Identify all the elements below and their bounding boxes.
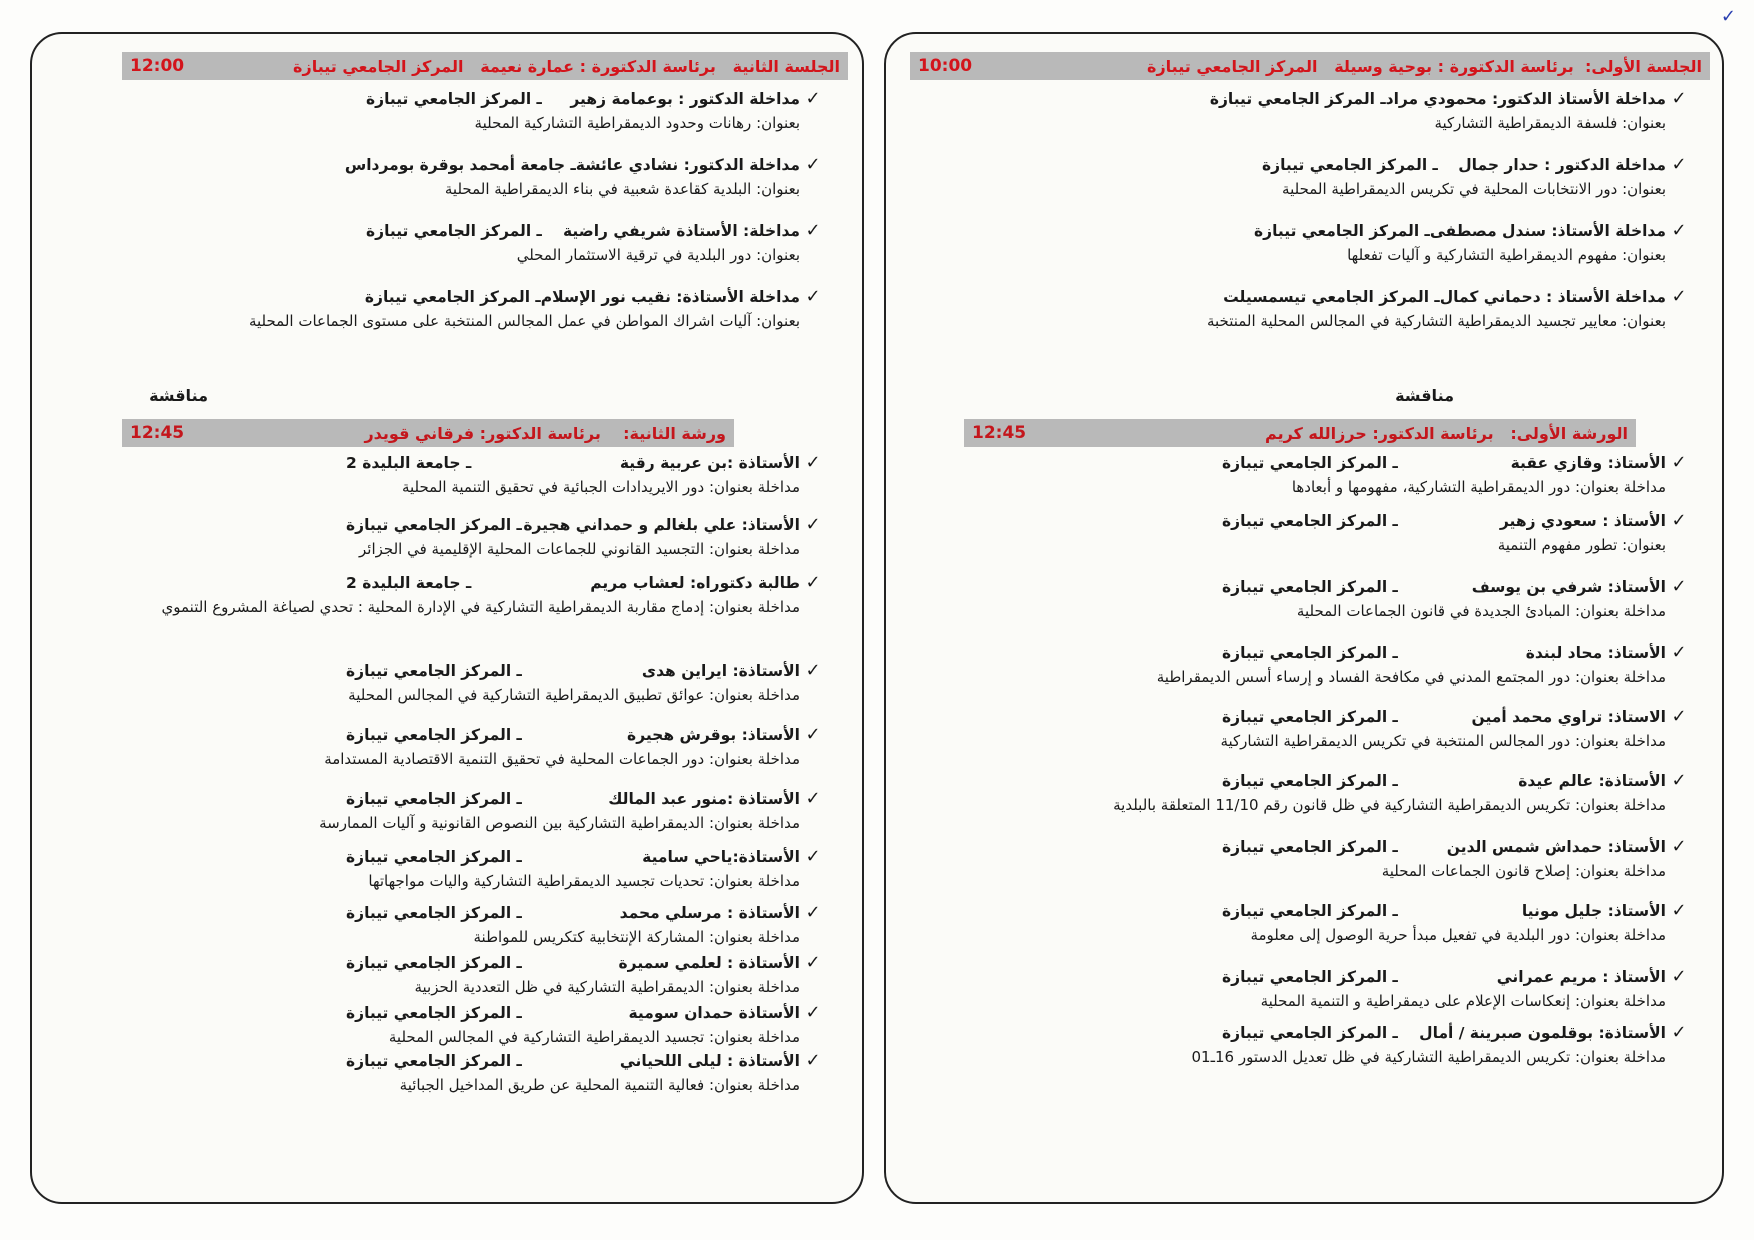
presentation-title: مداخلة بعنوان: الديمقراطية التشاركية في ظل التعددية الحزبية [414, 978, 800, 996]
presentation-title: مداخلة بعنوان: تجسيد الديمقراطية التشاركية في المجالس المحلية [388, 1028, 800, 1046]
presenter-affiliation: ـ المركز الجامعي تيسمسيلت [1223, 288, 1440, 306]
checkmark-icon: ✓ [1671, 900, 1687, 921]
presenter-line [1012, 576, 1692, 600]
presenter-line [1052, 154, 1692, 178]
session-header-bar [910, 52, 1710, 80]
checkmark-icon: ✓ [805, 1002, 821, 1023]
presentation-entry [106, 846, 826, 902]
presentation-title: مداخلة بعنوان: دور الايريدادات الجبائية في تحقيق التنمية المحلية [401, 478, 800, 496]
checkmark-icon: ✓ [805, 154, 821, 175]
presenter-name: الأستاذة :منور عبد المالك [608, 790, 800, 808]
checkmark-icon: ✓ [805, 788, 821, 809]
presentation-title: بعنوان: آليات اشراك المواطن في عمل المجالس المنتخبة على مستوى الجماعات المحلية [248, 312, 800, 330]
presenter-name: طالبة دكتوراه: لعشاب مريم [590, 574, 800, 592]
presentation-title: مداخلة بعنوان: المبادئ الجديدة في قانون الجماعات المحلية [1296, 602, 1666, 620]
checkmark-icon: ✓ [805, 220, 821, 241]
presenter-name: الأستاذة :بن عربية رقية [619, 454, 800, 472]
presenter-affiliation: ـ جامعة البليدة 2 [346, 454, 472, 472]
checkmark-icon: ✓ [1671, 154, 1687, 175]
workshop-time: 12:45 [972, 423, 1027, 443]
presenter-name: الأستاذ: محاد لبندة [1525, 644, 1666, 662]
presenter-affiliation: ـ المركز الجامعي تيبازة [346, 662, 522, 680]
presenter-affiliation: ـ المركز الجامعي تيبازة [1222, 454, 1398, 472]
session-header-title: الجلسة الأولى: برئاسة الدكتورة : بوحية وسيلة المركز الجامعي تيبازة [1147, 56, 1702, 76]
presenter-affiliation: ـ المركز الجامعي تيبازة [366, 90, 542, 108]
presenter-line [1012, 706, 1692, 730]
presentation-entry [1012, 836, 1692, 900]
presenter-affiliation: ـ المركز الجامعي تيبازة [346, 848, 522, 866]
presenter-line [106, 846, 826, 870]
presentation-title: مداخلة بعنوان: دور المجتمع المدني في مكافحة الفساد و إرساء أسس الديمقراطية [1156, 668, 1666, 686]
session-time: 10:00 [918, 56, 973, 76]
workshop-header-title: الورشة الأولى: برئاسة الدكتور: حرزالله كريم [1265, 423, 1628, 443]
presenter-affiliation: ـ المركز الجامعي تيبازة [1222, 838, 1398, 856]
presentation-title: بعنوان: فلسفة الديمقراطية التشاركية [1434, 114, 1666, 132]
presenter-line [126, 154, 826, 178]
presenter-affiliation: ـ المركز الجامعي تيبازة [346, 1004, 522, 1022]
presenter-name: مداخلة: الأستاذة شريفي راضية [563, 222, 800, 240]
session-header-bar [122, 52, 848, 80]
corner-check-mark: ✓ [1720, 6, 1736, 27]
presenter-name: الأستاذ : سعودي زهير [1499, 512, 1666, 530]
presenter-line [1012, 900, 1692, 924]
presenter-name: مداخلة الأستاذة: نقيب نور الإسلام [540, 288, 800, 306]
checkmark-icon: ✓ [805, 902, 821, 923]
left-program-panel [30, 32, 864, 1204]
presentation-entry [126, 220, 826, 286]
presenter-name: الأستاذة : مرسلي محمد [619, 904, 800, 922]
presentation-entry [106, 1050, 826, 1106]
presenter-line [106, 572, 826, 596]
presentation-title: بعنوان: مفهوم الديمقراطية التشاركية و آليات تفعلها [1347, 246, 1666, 264]
presenter-affiliation: ـ المركز الجامعي تيبازة [1262, 156, 1438, 174]
workshop-header-bar [122, 419, 734, 447]
presentation-entry [106, 788, 826, 846]
presentation-title: مداخلة بعنوان: دور الجماعات المحلية في تحقيق التنمية الاقتصادية المستدامة [324, 750, 800, 768]
presentation-entry [1052, 88, 1692, 154]
presentation-entry [126, 88, 826, 154]
checkmark-icon: ✓ [805, 572, 821, 593]
presentation-entry [1012, 642, 1692, 706]
presenter-line [1012, 452, 1692, 476]
presentation-entry [1052, 286, 1692, 352]
presentation-title: بعنوان: تطور مفهوم التنمية [1497, 536, 1666, 554]
checkmark-icon: ✓ [805, 514, 821, 535]
workshop-presentations [1012, 452, 1692, 1082]
presentation-entry [126, 154, 826, 220]
presenter-affiliation: ـ المركز الجامعي تيبازة [1222, 772, 1398, 790]
workshop-header-bar [964, 419, 1636, 447]
presenter-affiliation: ـ جامعة أمحمد بوقرة بومرداس [344, 156, 576, 174]
presenter-line [106, 952, 826, 976]
presenter-affiliation: ـ المركز الجامعي تيبازة [1222, 1024, 1398, 1042]
checkmark-icon: ✓ [805, 1050, 821, 1071]
presenter-name: مداخلة الأستاذ : دحماني كمال [1439, 288, 1666, 306]
session-time: 12:00 [130, 56, 185, 76]
presenter-name: الأستاذ: حمداش شمس الدين [1446, 838, 1666, 856]
presenter-line [106, 724, 826, 748]
presenter-name: الأستاذة: بوقلمون صبرينة / أمال [1419, 1024, 1666, 1042]
presentation-entry [106, 452, 826, 514]
presentation-entry [1012, 900, 1692, 966]
checkmark-icon: ✓ [1671, 576, 1687, 597]
presenter-line [1012, 836, 1692, 860]
presenter-name: مداخلة الدكتور : حدار جمال [1458, 156, 1666, 174]
presentation-entry [1012, 966, 1692, 1022]
checkmark-icon: ✓ [1671, 88, 1687, 109]
presenter-line [106, 514, 826, 538]
presenter-affiliation: ـ المركز الجامعي تيبازة [1222, 512, 1398, 530]
presentation-entry [1052, 220, 1692, 286]
presentation-title: مداخلة بعنوان: إدماج مقاربة الديمقراطية التشاركية في الإدارة المحلية : تحدي لصياغة المشروع التنموي [161, 598, 800, 616]
presenter-name: الأستاذ: شرفي بن يوسف [1471, 578, 1666, 596]
checkmark-icon: ✓ [805, 286, 821, 307]
presenter-name: مداخلة الأستاذ الدكتور: محمودي مراد [1385, 90, 1666, 108]
presenter-affiliation: ـ المركز الجامعي تيبازة [1254, 222, 1430, 240]
checkmark-icon: ✓ [805, 452, 821, 473]
presentation-entry [1052, 154, 1692, 220]
presentation-title: بعنوان: رهانات وحدود الديمقراطية التشاركية المحلية [474, 114, 800, 132]
presentation-title: مداخلة بعنوان: دور الديمقراطية التشاركية، مفهومها و أبعادها [1291, 478, 1666, 496]
checkmark-icon: ✓ [1671, 452, 1687, 473]
session-presentations [126, 88, 826, 352]
presenter-affiliation: ـ المركز الجامعي تيبازة [366, 222, 542, 240]
presenter-affiliation: ـ المركز الجامعي تيبازة [1222, 578, 1398, 596]
presenter-line [106, 1002, 826, 1026]
checkmark-icon: ✓ [1671, 770, 1687, 791]
presenter-affiliation: ـ المركز الجامعي تيبازة [346, 516, 522, 534]
presentation-title: مداخلة بعنوان: إصلاح قانون الجماعات المحلية [1381, 862, 1666, 880]
presenter-affiliation: ـ المركز الجامعي تيبازة [1222, 708, 1398, 726]
presenter-line [106, 1050, 826, 1074]
presentation-title: مداخلة بعنوان: عوائق تطبيق الديمقراطية التشاركية في المجالس المحلية [348, 686, 800, 704]
presenter-affiliation: ـ المركز الجامعي تيبازة [346, 904, 522, 922]
presenter-name: الأستاذ: جليل مونيا [1521, 902, 1666, 920]
presentation-title: بعنوان: دور الانتخابات المحلية في تكريس الديمقراطية المحلية [1282, 180, 1666, 198]
presenter-name: الأستاذة : ليلى اللحياني [619, 1052, 800, 1070]
presentation-title: مداخلة بعنوان: إنعكاسات الإعلام على ديمقراطية و التنمية المحلية [1260, 992, 1666, 1010]
presenter-affiliation: ـ المركز الجامعي تيبازة [1222, 644, 1398, 662]
presentation-title: مداخلة بعنوان: دور البلدية في تفعيل مبدأ حرية الوصول إلى معلومة [1250, 926, 1666, 944]
presentation-entry [106, 952, 826, 1002]
presenter-name: مداخلة الدكتور: نشادي عائشة [575, 156, 800, 174]
presenter-name: الأستاذة:ياحي سامية [642, 848, 800, 866]
workshop-time: 12:45 [130, 423, 185, 443]
discussion-label: مناقشة [149, 386, 208, 405]
checkmark-icon: ✓ [1671, 642, 1687, 663]
presenter-affiliation: ـ المركز الجامعي تيبازة [346, 1052, 522, 1070]
presenter-name: الاستاذ: تراوي محمد أمين [1471, 708, 1666, 726]
presenter-line [1012, 642, 1692, 666]
workshop-header-title: ورشة الثانية: برئاسة الدكتور: فرقاني قويدر [364, 423, 726, 443]
session-presentations [1052, 88, 1692, 352]
session-header-title: الجلسة الثانية برئاسة الدكتورة : عمارة نعيمة المركز الجامعي تيبازة [293, 56, 840, 76]
presenter-line [126, 220, 826, 244]
presenter-affiliation: ـ جامعة البليدة 2 [346, 574, 472, 592]
presenter-name: الأستاذة حمدان سومية [628, 1004, 800, 1022]
presenter-line [106, 660, 826, 684]
presenter-name: الأستاذ: بوقرش هجيرة [627, 726, 800, 744]
presentation-entry [106, 724, 826, 788]
checkmark-icon: ✓ [805, 724, 821, 745]
presenter-line [106, 788, 826, 812]
presentation-entry [106, 1002, 826, 1050]
presenter-affiliation: ـ المركز الجامعي تيبازة [1209, 90, 1386, 108]
presenter-name: الأستاذة: ايراين هدى [641, 662, 800, 680]
presenter-affiliation: ـ المركز الجامعي تيبازة [364, 288, 541, 306]
presentation-entry [1012, 576, 1692, 642]
presenter-line [1052, 88, 1692, 112]
presenter-name: الأستاذ : مريم عمراني [1496, 968, 1666, 986]
presentation-entry [1012, 706, 1692, 770]
presentation-title: مداخلة بعنوان: الديمقراطية التشاركية بين النصوص القانونية و آليات الممارسة [319, 814, 800, 832]
presentation-title: بعنوان: البلدية كقاعدة شعبية في بناء الديمقراطية المحلية [444, 180, 800, 198]
checkmark-icon: ✓ [1671, 510, 1687, 531]
presenter-name: الأستاذ: وقازي عقبة [1510, 454, 1666, 472]
presentation-title: بعنوان: دور البلدية في ترقية الاستثمار المحلي [516, 246, 800, 264]
presenter-line [126, 88, 826, 112]
checkmark-icon: ✓ [805, 88, 821, 109]
presentation-entry [1012, 1022, 1692, 1082]
presentation-entry [126, 286, 826, 352]
presenter-name: مداخلة الدكتور : بوعمامة زهير [570, 90, 800, 108]
presenter-name: مداخلة الأستاذ: سندل مصطفى [1429, 222, 1666, 240]
presentation-entry [1012, 510, 1692, 576]
presenter-affiliation: ـ المركز الجامعي تيبازة [1222, 968, 1398, 986]
checkmark-icon: ✓ [805, 846, 821, 867]
presenter-line [1052, 286, 1692, 310]
presentation-entry [1012, 452, 1692, 510]
checkmark-icon: ✓ [1671, 706, 1687, 727]
presenter-line [1012, 966, 1692, 990]
presenter-line [1012, 1022, 1692, 1046]
right-program-panel [884, 32, 1724, 1204]
presenter-affiliation: ـ المركز الجامعي تيبازة [346, 790, 522, 808]
checkmark-icon: ✓ [1671, 836, 1687, 857]
presentation-title: مداخلة بعنوان: فعالية التنمية المحلية عن طريق المداخيل الجبائية [399, 1076, 800, 1094]
presentation-entry [106, 902, 826, 952]
checkmark-icon: ✓ [805, 952, 821, 973]
presenter-name: الأستاذ: علي بلغالم و حمداني هجيرة [523, 516, 800, 534]
presentation-entry [106, 572, 826, 660]
presenter-name: الأستاذة : لعلمي سميرة [618, 954, 800, 972]
workshop-presentations [106, 452, 826, 1106]
presentation-entry [106, 514, 826, 572]
presenter-name: الأستاذة: عالم عيدة [1518, 772, 1666, 790]
presentation-entry [1012, 770, 1692, 836]
presenter-affiliation: ـ المركز الجامعي تيبازة [346, 954, 522, 972]
presenter-line [1052, 220, 1692, 244]
presentation-title: مداخلة بعنوان: التجسيد القانوني للجماعات المحلية الإقليمية في الجزائر [359, 540, 800, 558]
presenter-affiliation: ـ المركز الجامعي تيبازة [1222, 902, 1398, 920]
presenter-line [106, 902, 826, 926]
presentation-title: مداخلة بعنوان: تحديات تجسيد الديمقراطية التشاركية واليات مواجهاتها [368, 872, 800, 890]
presentation-title: مداخلة بعنوان: تكريس الديمقراطية التشاركية في ظل قانون رقم 11/10 المتعلقة بالبلدية [1113, 796, 1666, 814]
presenter-line [1012, 510, 1692, 534]
presentation-title: مداخلة بعنوان: المشاركة الإنتخابية كتكريس للمواطنة [473, 928, 800, 946]
presenter-line [1012, 770, 1692, 794]
presentation-title: بعنوان: معايير تجسيد الديمقراطية التشاركية في المجالس المحلية المنتخبة [1206, 312, 1666, 330]
presenter-line [126, 286, 826, 310]
presentation-title: مداخلة بعنوان: تكريس الديمقراطية التشاركية في ظل تعديل الدستور 16ـ01 [1191, 1048, 1666, 1066]
checkmark-icon: ✓ [1671, 220, 1687, 241]
checkmark-icon: ✓ [1671, 1022, 1687, 1043]
checkmark-icon: ✓ [1671, 966, 1687, 987]
presenter-affiliation: ـ المركز الجامعي تيبازة [346, 726, 522, 744]
presenter-line [106, 452, 826, 476]
presentation-entry [106, 660, 826, 724]
checkmark-icon: ✓ [1671, 286, 1687, 307]
discussion-label: مناقشة [1395, 386, 1454, 405]
presentation-title: مداخلة بعنوان: دور المجالس المنتخبة في تكريس الديمقراطية التشاركية [1220, 732, 1666, 750]
checkmark-icon: ✓ [805, 660, 821, 681]
